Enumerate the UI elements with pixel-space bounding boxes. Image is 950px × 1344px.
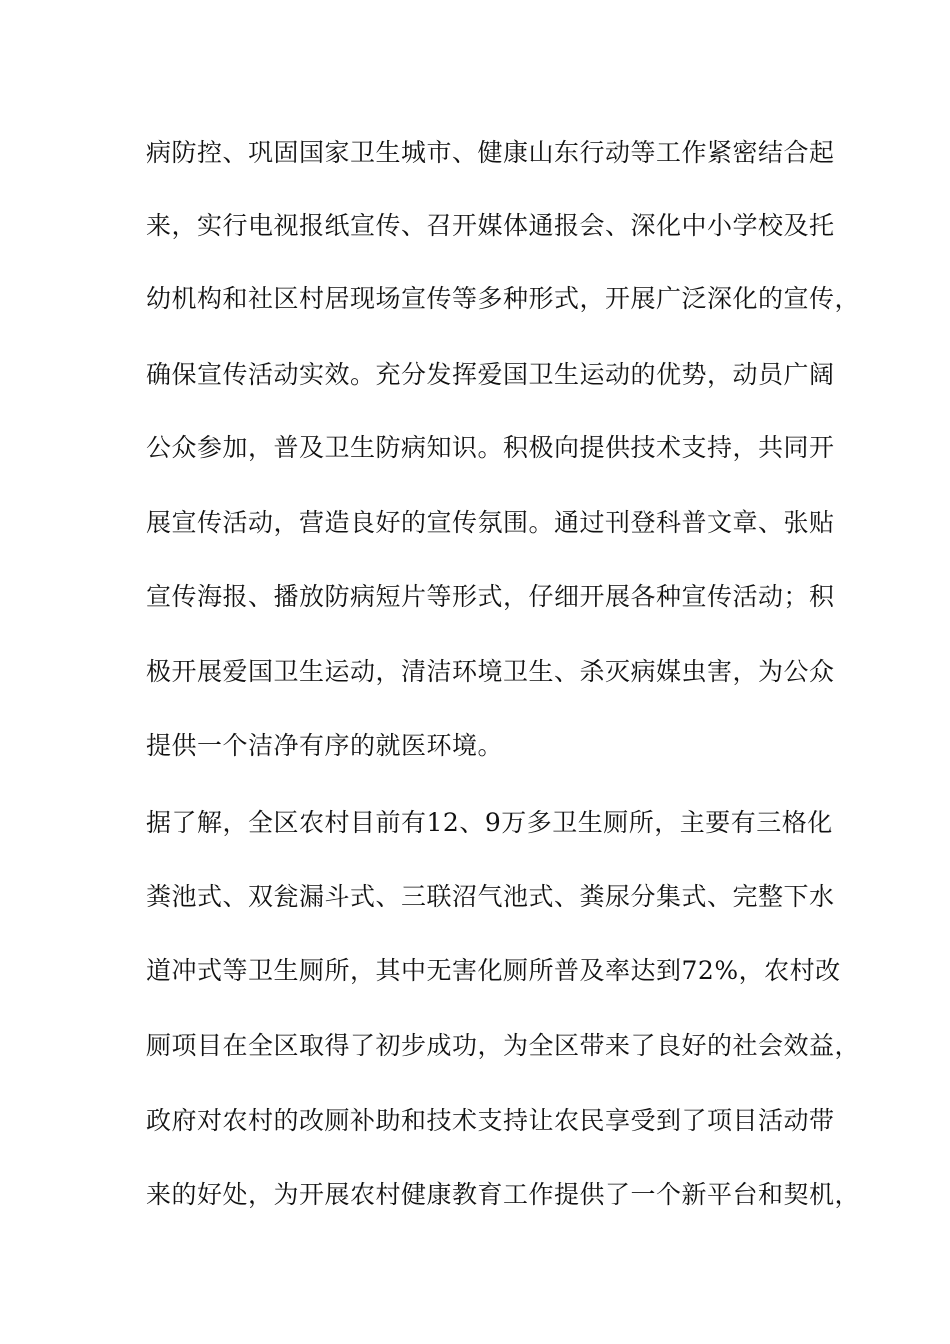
text-line: 道冲式等卫生厕所，其中无害化厕所普及率达到72%，农村改: [146, 956, 841, 985]
text-line: 来，实行电视报纸宣传、召开媒体通报会、深化中小学校及托: [146, 211, 835, 240]
text-line: 政府对农村的改厕补助和技术支持让农民享受到了项目活动带: [146, 1106, 835, 1135]
text-line: 病防控、巩固国家卫生城市、健康山东行动等工作紧密结合起: [146, 138, 835, 167]
text-line: 粪池式、双瓮漏斗式、三联沼气池式、粪尿分集式、完整下水: [146, 882, 835, 911]
text-line: 幼机构和社区村居现场宣传等多种形式，开展广泛深化的宣传，: [146, 284, 861, 313]
text-line: 宣传海报、播放防病短片等形式，仔细开展各种宣传活动；积: [146, 582, 835, 611]
text-line: 极开展爱国卫生运动，清洁环境卫生、杀灭病媒虫害，为公众: [146, 657, 835, 686]
text-line: 确保宣传活动实效。充分发挥爱国卫生运动的优势，动员广阔: [146, 360, 835, 389]
text-line: 据了解，全区农村目前有12、9万多卫生厕所，主要有三格化: [146, 808, 833, 837]
text-line: 公众参加，普及卫生防病知识。积极向提供技术支持，共同开: [146, 433, 835, 462]
text-line: 厕项目在全区取得了初步成功，为全区带来了良好的社会效益，: [146, 1031, 861, 1060]
text-line: 来的好处，为开展农村健康教育工作提供了一个新平台和契机，: [146, 1180, 861, 1209]
text-line: 展宣传活动，营造良好的宣传氛围。通过刊登科普文章、张贴: [146, 508, 835, 537]
text-line: 提供一个洁净有序的就医环境。: [146, 731, 504, 760]
